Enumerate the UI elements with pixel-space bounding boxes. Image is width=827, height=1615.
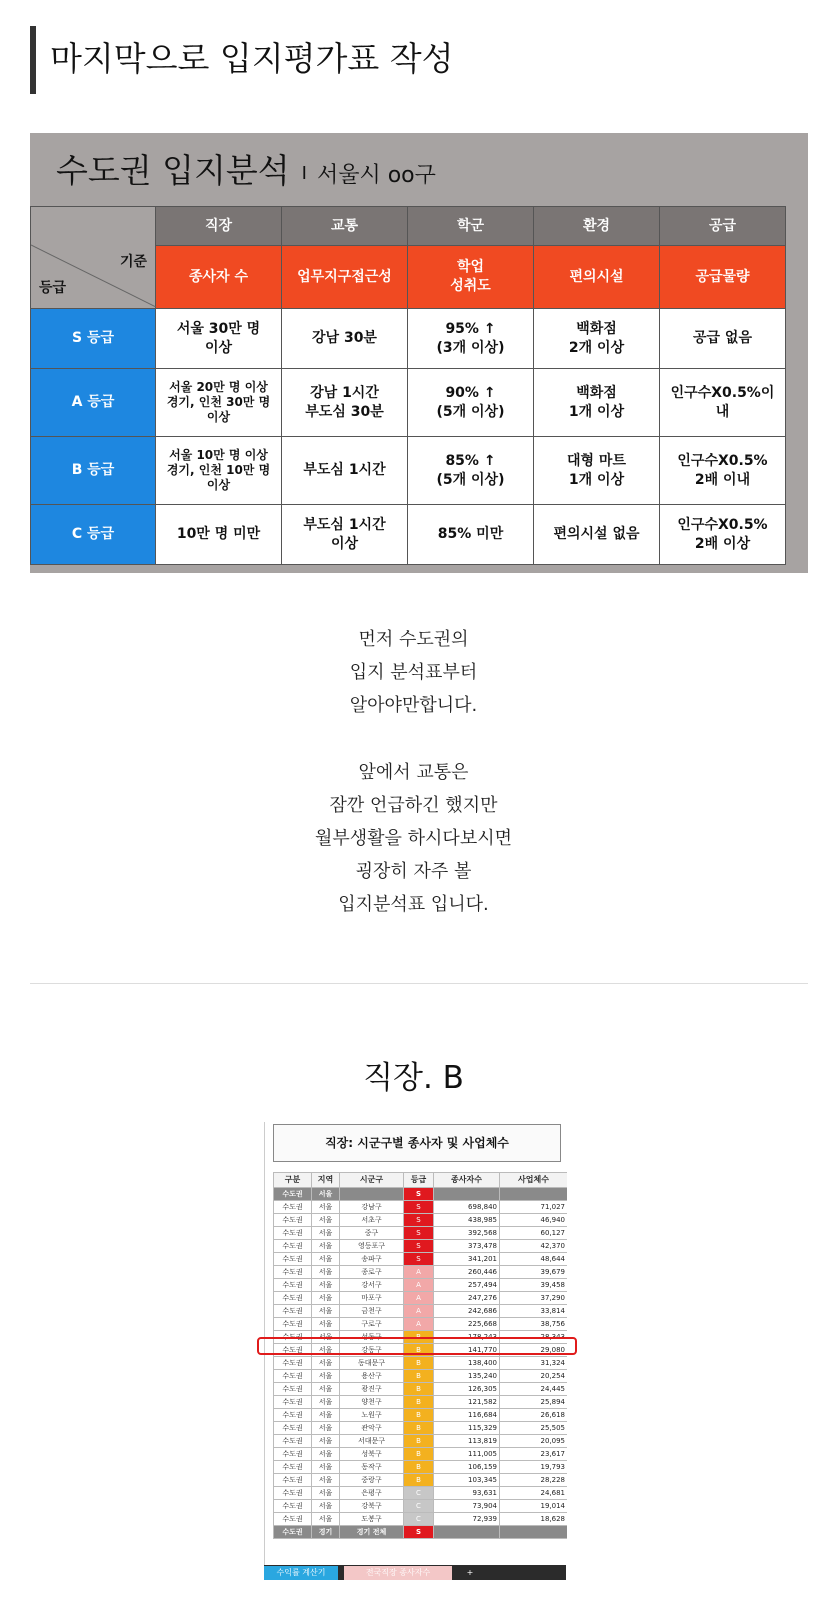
location-grade-table [30, 206, 786, 565]
grade-badge: S [404, 1253, 434, 1266]
panel-title-main: 수도권 입지분석 [56, 151, 290, 190]
paragraph-line: 알아야만합니다. [349, 695, 478, 716]
sheet-cell: 73,904 [434, 1500, 500, 1513]
sheet-cell [500, 1526, 568, 1539]
sheet-row [274, 1227, 568, 1240]
sheet-cell: 서울 [312, 1500, 340, 1513]
sheet-row [274, 1461, 568, 1474]
sheet-row [274, 1422, 568, 1435]
column-header: 직장 [156, 207, 282, 246]
sheet-cell: 구로구 [340, 1318, 404, 1331]
explanation-paragraph [0, 756, 827, 921]
sheet-cell: 수도권 [274, 1266, 312, 1279]
sheet-cell: 수도권 [274, 1188, 312, 1201]
sheet-cell: 성북구 [340, 1448, 404, 1461]
sheet-cell: 25,894 [500, 1396, 568, 1409]
intro-paragraph [0, 623, 827, 722]
grade-cell: 백화점 2개 이상 [534, 309, 660, 369]
sheet-tab-bar [264, 1565, 566, 1580]
corner-criteria-label: 기준 [119, 254, 147, 270]
sheet-cell: 수도권 [274, 1331, 312, 1344]
grade-label: B 등급 [31, 437, 156, 505]
grade-badge: B [404, 1409, 434, 1422]
sheet-cell: 28,343 [500, 1331, 568, 1344]
grade-badge: S [404, 1227, 434, 1240]
sheet-row [274, 1370, 568, 1383]
panel-title [56, 145, 436, 192]
sheet-cell: 영등포구 [340, 1240, 404, 1253]
sheet-cell: 서울 [312, 1396, 340, 1409]
grade-cell: 부도심 1시간 [282, 437, 408, 505]
sheet-header-row [274, 1173, 568, 1188]
grade-label: A 등급 [31, 369, 156, 437]
grade-cell: 서울 30만 명 이상 [156, 309, 282, 369]
highlight-annotation [257, 1337, 577, 1355]
sheet-cell: 19,014 [500, 1500, 568, 1513]
sheet-row [274, 1305, 568, 1318]
sheet-cell: 260,446 [434, 1266, 500, 1279]
criteria-cell: 공급물량 [660, 246, 786, 309]
sheet-cell: 서울 [312, 1487, 340, 1500]
sheet-cell: 금천구 [340, 1305, 404, 1318]
sheet-cell: 24,681 [500, 1487, 568, 1500]
sheet-row [274, 1526, 568, 1539]
sheet-cell: 서울 [312, 1253, 340, 1266]
sheet-cell: 서울 [312, 1383, 340, 1396]
sheet-cell: 강서구 [340, 1279, 404, 1292]
sheet-cell: 강북구 [340, 1500, 404, 1513]
grade-cell: 90% ↑ (5개 이상) [408, 369, 534, 437]
sheet-row [274, 1279, 568, 1292]
grade-badge: S [404, 1526, 434, 1539]
sheet-cell: 141,770 [434, 1344, 500, 1357]
sheet-row [274, 1214, 568, 1227]
grade-badge: S [404, 1188, 434, 1201]
sheet-cell: 서울 [312, 1240, 340, 1253]
sheet-header-cell: 지역 [312, 1173, 340, 1188]
sheet-cell: 수도권 [274, 1526, 312, 1539]
paragraph-line: 앞에서 교통은 [358, 762, 469, 783]
sheet-cell: 서울 [312, 1214, 340, 1227]
sheet-cell: 72,939 [434, 1513, 500, 1526]
column-header: 공급 [660, 207, 786, 246]
grade-badge: B [404, 1474, 434, 1487]
sheet-row [274, 1409, 568, 1422]
sheet-cell: 392,568 [434, 1227, 500, 1240]
sheet-cell: 은평구 [340, 1487, 404, 1500]
sheet-cell: 60,127 [500, 1227, 568, 1240]
sheet-cell: 수도권 [274, 1448, 312, 1461]
sheet-cell: 종로구 [340, 1266, 404, 1279]
sheet-cell: 서초구 [340, 1214, 404, 1227]
sheet-cell: 373,478 [434, 1240, 500, 1253]
sheet-cell: 20,254 [500, 1370, 568, 1383]
grade-badge: B [404, 1383, 434, 1396]
sheet-cell: 25,505 [500, 1422, 568, 1435]
sheet-row [274, 1253, 568, 1266]
paragraph-line: 먼저 수도권의 [358, 629, 469, 650]
grade-cell: 인구수X0.5% 2배 이상 [660, 505, 786, 565]
sheet-cell: 103,345 [434, 1474, 500, 1487]
sheet-cell: 마포구 [340, 1292, 404, 1305]
grade-badge: C [404, 1513, 434, 1526]
sheet-row [274, 1435, 568, 1448]
grade-badge: A [404, 1279, 434, 1292]
sheet-cell: 138,400 [434, 1357, 500, 1370]
sheet-cell: 성동구 [340, 1331, 404, 1344]
grade-badge: S [404, 1240, 434, 1253]
sheet-cell: 서울 [312, 1279, 340, 1292]
sheet-cell: 수도권 [274, 1487, 312, 1500]
sheet-row [274, 1357, 568, 1370]
sheet-cell: 698,840 [434, 1201, 500, 1214]
paragraph-line: 월부생활을 하시다보시면 [315, 828, 512, 849]
sheet-cell: 115,329 [434, 1422, 500, 1435]
sheet-cell: 서울 [312, 1318, 340, 1331]
sheet-cell: 수도권 [274, 1513, 312, 1526]
sheet-row [274, 1292, 568, 1305]
sheet-cell: 서울 [312, 1370, 340, 1383]
sheet-row [274, 1240, 568, 1253]
sheet-header-cell: 시군구 [340, 1173, 404, 1188]
sheet-cell: 서울 [312, 1292, 340, 1305]
sheet-cell: 수도권 [274, 1318, 312, 1331]
grade-badge: A [404, 1305, 434, 1318]
grade-cell: 10만 명 미만 [156, 505, 282, 565]
sheet-cell: 수도권 [274, 1214, 312, 1227]
sheet-cell: 수도권 [274, 1383, 312, 1396]
grade-label: C 등급 [31, 505, 156, 565]
grade-badge: B [404, 1370, 434, 1383]
sheet-cell: 송파구 [340, 1253, 404, 1266]
sheet-cell: 수도권 [274, 1227, 312, 1240]
grade-cell: 인구수X0.5%이 내 [660, 369, 786, 437]
sheet-cell: 111,005 [434, 1448, 500, 1461]
sheet-cell: 93,631 [434, 1487, 500, 1500]
sheet-cell: 경기 전체 [340, 1526, 404, 1539]
grade-badge: S [404, 1214, 434, 1227]
sheet-cell: 341,201 [434, 1253, 500, 1266]
sheet-cell: 서울 [312, 1331, 340, 1344]
sheet-cell: 도봉구 [340, 1513, 404, 1526]
grade-cell: 95% ↑ (3개 이상) [408, 309, 534, 369]
sheet-cell: 24,445 [500, 1383, 568, 1396]
sheet-cell: 관악구 [340, 1422, 404, 1435]
sheet-cell: 수도권 [274, 1253, 312, 1266]
sheet-cell: 18,628 [500, 1513, 568, 1526]
sheet-row [274, 1513, 568, 1526]
sheet-header-cell: 사업체수 [500, 1173, 568, 1188]
sheet-cell: 20,095 [500, 1435, 568, 1448]
sheet-header-cell: 구분 [274, 1173, 312, 1188]
sheet-cell: 서울 [312, 1448, 340, 1461]
sheet-cell: 39,679 [500, 1266, 568, 1279]
sheet-row [274, 1474, 568, 1487]
sheet-cell: 서울 [312, 1513, 340, 1526]
sheet-cell: 23,617 [500, 1448, 568, 1461]
sheet-cell: 수도권 [274, 1396, 312, 1409]
sheet-row [274, 1500, 568, 1513]
sheet-cell: 서울 [312, 1188, 340, 1201]
sheet-cell: 33,814 [500, 1305, 568, 1318]
sheet-header-cell: 종사자수 [434, 1173, 500, 1188]
grade-badge: A [404, 1292, 434, 1305]
corner-grade-label: 등급 [39, 280, 67, 296]
sheet-row [274, 1383, 568, 1396]
sheet-cell: 서울 [312, 1266, 340, 1279]
sheet-cell: 중랑구 [340, 1474, 404, 1487]
sheet-cell: 중구 [340, 1227, 404, 1240]
grade-cell: 대형 마트 1개 이상 [534, 437, 660, 505]
sheet-cell: 수도권 [274, 1357, 312, 1370]
sheet-cell: 노원구 [340, 1409, 404, 1422]
sheet-cell: 서울 [312, 1422, 340, 1435]
sheet-cell: 용산구 [340, 1370, 404, 1383]
sheet-cell: 경기 [312, 1526, 340, 1539]
grade-cell: 백화점 1개 이상 [534, 369, 660, 437]
sheet-cell [434, 1526, 500, 1539]
criteria-cell: 편의시설 [534, 246, 660, 309]
sheet-cell: 42,370 [500, 1240, 568, 1253]
sheet-cell: 71,027 [500, 1201, 568, 1214]
sheet-cell: 수도권 [274, 1370, 312, 1383]
grade-badge: B [404, 1422, 434, 1435]
sheet-cell: 121,582 [434, 1396, 500, 1409]
sheet-cell [340, 1188, 404, 1201]
grade-badge: B [404, 1461, 434, 1474]
sheet-cell: 106,159 [434, 1461, 500, 1474]
sheet-cell: 수도권 [274, 1240, 312, 1253]
sheet-cell [434, 1188, 500, 1201]
sheet-cell: 225,668 [434, 1318, 500, 1331]
sheet-cell: 29,080 [500, 1344, 568, 1357]
sheet-cell: 서울 [312, 1344, 340, 1357]
paragraph-line: 입지 분석표부터 [349, 662, 478, 683]
panel-title-subtitle: 서울시 oo구 [316, 163, 436, 188]
page-heading [30, 26, 454, 94]
sheet-cell: 강남구 [340, 1201, 404, 1214]
grade-badge: B [404, 1435, 434, 1448]
grade-cell: 강남 30분 [282, 309, 408, 369]
sheet-cell: 126,305 [434, 1383, 500, 1396]
sheet-cell: 수도권 [274, 1344, 312, 1357]
sheet-row [274, 1201, 568, 1214]
sheet-row [274, 1266, 568, 1279]
sheet-cell: 116,684 [434, 1409, 500, 1422]
sheet-cell: 438,985 [434, 1214, 500, 1227]
sheet-cell: 수도권 [274, 1422, 312, 1435]
grade-badge: B [404, 1344, 434, 1357]
grade-badge: S [404, 1201, 434, 1214]
grade-cell: 85% ↑ (5개 이상) [408, 437, 534, 505]
sheet-cell: 서울 [312, 1201, 340, 1214]
sheet-cell: 113,819 [434, 1435, 500, 1448]
grade-badge: C [404, 1500, 434, 1513]
sheet-cell [500, 1188, 568, 1201]
sheet-cell: 서울 [312, 1357, 340, 1370]
grade-label: S 등급 [31, 309, 156, 369]
sheet-cell: 수도권 [274, 1409, 312, 1422]
section-subheading: 직장. B [363, 1060, 464, 1096]
sheet-cell: 수도권 [274, 1305, 312, 1318]
sheet-cell: 동대문구 [340, 1357, 404, 1370]
table-corner-cell [31, 207, 156, 309]
criteria-cell: 학업 성취도 [408, 246, 534, 309]
add-sheet-button[interactable]: + [466, 1568, 474, 1577]
sheet-cell: 257,494 [434, 1279, 500, 1292]
page-heading-text: 마지막으로 입지평가표 작성 [50, 39, 454, 78]
grade-badge: C [404, 1487, 434, 1500]
grade-cell: 공급 없음 [660, 309, 786, 369]
sheet-cell: 양천구 [340, 1396, 404, 1409]
sheet-cell: 26,618 [500, 1409, 568, 1422]
section-divider [30, 983, 808, 984]
sheet-cell: 강동구 [340, 1344, 404, 1357]
sheet-tab[interactable]: 수익률 계산기 [264, 1566, 338, 1580]
sheet-cell: 46,940 [500, 1214, 568, 1227]
criteria-cell: 종사자 수 [156, 246, 282, 309]
sheet-cell: 서울 [312, 1474, 340, 1487]
sheet-row [274, 1448, 568, 1461]
sheet-cell: 서울 [312, 1461, 340, 1474]
sheet-cell: 동작구 [340, 1461, 404, 1474]
sheet-cell: 31,324 [500, 1357, 568, 1370]
grade-badge: A [404, 1318, 434, 1331]
grade-badge: B [404, 1448, 434, 1461]
sheet-cell: 서울 [312, 1409, 340, 1422]
grade-cell: 부도심 1시간 이상 [282, 505, 408, 565]
sheet-cell: 178,243 [434, 1331, 500, 1344]
sheet-row [274, 1396, 568, 1409]
sheet-row [274, 1188, 568, 1201]
panel-title-separator: I [301, 163, 307, 184]
sheet-cell: 수도권 [274, 1279, 312, 1292]
grade-cell: 인구수X0.5% 2배 이내 [660, 437, 786, 505]
sheet-cell: 서울 [312, 1305, 340, 1318]
sheet-cell: 광진구 [340, 1383, 404, 1396]
sheet-cell: 수도권 [274, 1435, 312, 1448]
sheet-cell: 수도권 [274, 1461, 312, 1474]
sheet-cell: 38,756 [500, 1318, 568, 1331]
grade-badge: A [404, 1266, 434, 1279]
sheet-table [273, 1172, 567, 1539]
sheet-cell: 48,644 [500, 1253, 568, 1266]
sheet-cell: 247,276 [434, 1292, 500, 1305]
grade-cell: 강남 1시간 부도심 30분 [282, 369, 408, 437]
sheet-cell: 19,793 [500, 1461, 568, 1474]
sheet-row [274, 1318, 568, 1331]
grade-badge: B [404, 1396, 434, 1409]
sheet-cell: 135,240 [434, 1370, 500, 1383]
sheet-cell: 서울 [312, 1435, 340, 1448]
sheet-cell: 39,458 [500, 1279, 568, 1292]
grade-cell: 서울 20만 명 이상 경기, 인천 30만 명 이상 [156, 369, 282, 437]
grade-badge: B [404, 1357, 434, 1370]
sheet-cell: 수도권 [274, 1292, 312, 1305]
grade-badge: B [404, 1331, 434, 1344]
column-header: 교통 [282, 207, 408, 246]
sheet-cell: 서대문구 [340, 1435, 404, 1448]
grade-cell: 85% 미만 [408, 505, 534, 565]
criteria-cell: 업무지구접근성 [282, 246, 408, 309]
sheet-tab[interactable]: 전국직장 종사자수 [344, 1566, 452, 1580]
sheet-cell: 28,228 [500, 1474, 568, 1487]
sheet-header-cell: 등급 [404, 1173, 434, 1188]
sheet-row [274, 1487, 568, 1500]
grade-cell: 서울 10만 명 이상 경기, 인천 10만 명 이상 [156, 437, 282, 505]
sheet-cell: 수도권 [274, 1500, 312, 1513]
paragraph-line: 잠깐 언급하긴 했지만 [329, 795, 498, 816]
sheet-cell: 수도권 [274, 1474, 312, 1487]
sheet-cell: 37,290 [500, 1292, 568, 1305]
sheet-cell: 서울 [312, 1227, 340, 1240]
sheet-title: 직장: 시군구별 종사자 및 사업체수 [273, 1124, 561, 1162]
paragraph-line: 입지분석표 입니다. [338, 894, 489, 915]
column-header: 학군 [408, 207, 534, 246]
grade-cell: 편의시설 없음 [534, 505, 660, 565]
sheet-cell: 242,686 [434, 1305, 500, 1318]
sheet-cell: 수도권 [274, 1201, 312, 1214]
column-header: 환경 [534, 207, 660, 246]
paragraph-line: 굉장히 자주 볼 [355, 861, 472, 882]
